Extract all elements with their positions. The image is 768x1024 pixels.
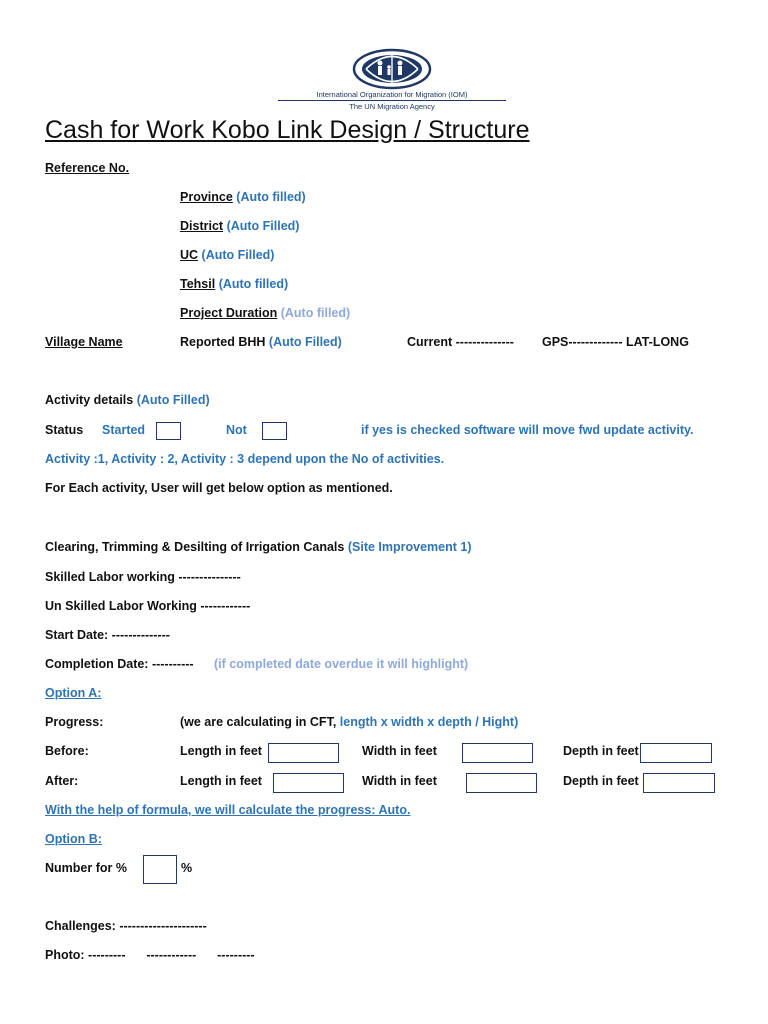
progress-formula: length x width x depth / Hight) [339,715,519,729]
reported-bhh-field [180,335,342,349]
before-label: Before: [45,744,89,758]
after-length-label: Length in feet [180,774,262,788]
before-length-label: Length in feet [180,744,262,758]
after-width-label: Width in feet [362,774,437,788]
completion-note: (if completed date overdue it will highlight) [214,657,469,671]
progress-note [180,715,518,729]
after-width-input[interactable] [466,773,537,793]
number-for-percent-label: Number for % [45,861,127,875]
project-duration-label: Project Duration [180,306,278,320]
site-heading [45,540,471,554]
uc-note: (Auto Filled) [201,248,275,262]
page-title: Cash for Work Kobo Link Design / Structure [45,116,530,144]
unskilled-labor: Un Skilled Labor Working ------------ [45,599,251,613]
project-duration-note: (Auto filled) [280,306,351,320]
challenges-label: Challenges: --------------------- [45,919,207,933]
reported-bhh-label: Reported BHH [180,335,266,349]
district-field [180,219,299,233]
formula-note: With the help of formula, we will calculate the progress: Auto. [45,803,411,817]
not-started-label: Not [226,423,247,437]
before-width-label: Width in feet [362,744,437,758]
before-length-input[interactable] [268,743,339,763]
uc-label: UC [180,248,199,262]
district-label: District [180,219,224,233]
status-label: Status [45,423,84,437]
current-label: Current -------------- [407,335,514,349]
reference-no-label: Reference No. [45,161,130,175]
each-activity-note: For Each activity, User will get below option as mentioned. [45,481,393,495]
province-label: Province [180,190,233,204]
activity-details-label: Activity details [45,393,134,407]
started-checkbox[interactable] [156,422,181,440]
status-note: if yes is checked software will move fwd update activity. [361,423,694,437]
activity-details-note: (Auto Filled) [136,393,210,407]
province-field [180,190,306,204]
after-depth-input[interactable] [643,773,715,793]
completion-date: Completion Date: ---------- [45,657,194,671]
site-heading-note: (Site Improvement 1) [347,540,472,554]
skilled-labor: Skilled Labor working --------------- [45,570,241,584]
started-label: Started [102,423,146,437]
progress-note-text: (we are calculating in CFT, [180,715,337,729]
iom-logo [276,48,508,114]
option-b-heading: Option B: [45,832,102,846]
uc-field [180,248,274,262]
tehsil-note: (Auto filled) [218,277,289,291]
logo-tagline: The UN Migration Agency [349,102,435,111]
logo-org-name: International Organization for Migration (IOM) [316,90,468,99]
gps-label: GPS------------- LAT-LONG [542,335,689,349]
after-label: After: [45,774,79,788]
tehsil-field [180,277,288,291]
activities-note: Activity :1, Activity : 2, Activity : 3 depend upon the No of activities. [45,452,445,466]
before-width-input[interactable] [462,743,533,763]
reported-bhh-note: (Auto Filled) [268,335,342,349]
province-note: (Auto filled) [236,190,306,204]
start-date: Start Date: -------------- [45,628,170,642]
logo-divider [278,100,506,101]
village-name-label: Village Name [45,335,123,349]
iom-emblem-icon [276,48,508,90]
site-heading-label: Clearing, Trimming & Desilting of Irrigation Canals [45,540,345,554]
after-depth-label: Depth in feet [563,774,639,788]
project-duration-field [180,306,350,320]
activity-details [45,393,210,407]
percent-input[interactable] [143,855,177,884]
option-a-heading: Option A: [45,686,102,700]
district-note: (Auto Filled) [226,219,300,233]
photo-label: Photo: --------- ------------ --------- [45,948,255,962]
not-started-checkbox[interactable] [262,422,287,440]
percent-sign: % [181,861,193,875]
progress-label: Progress: [45,715,104,729]
after-length-input[interactable] [273,773,344,793]
tehsil-label: Tehsil [180,277,216,291]
before-depth-input[interactable] [640,743,712,763]
before-depth-label: Depth in feet [563,744,639,758]
